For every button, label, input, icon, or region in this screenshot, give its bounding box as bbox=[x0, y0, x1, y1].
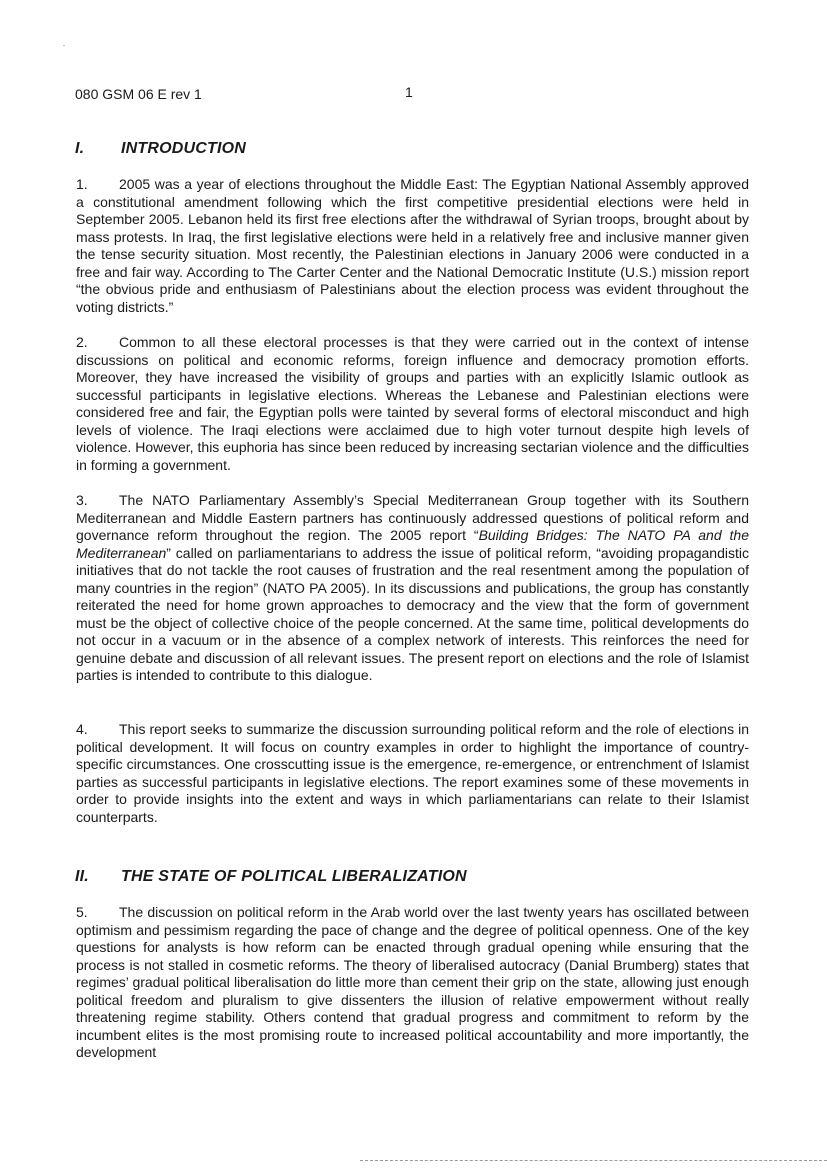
footnote-separator-line bbox=[360, 1160, 827, 1161]
paragraph-number: 3. bbox=[76, 492, 88, 508]
paragraph-text: This report seeks to summarize the discussion surrounding political reform and the role of elections in political development. It will focus on country examples in order to highlight the importance of country-specific circumstances. One crosscutting issue is the emergence, re-emergence, or entrenchment of Islamist parties as successful participants in legislative elections. The report examines some of these movements in order to provide insights into the extent and ways in which parliamentarians can relate to their Islamist counterparts. bbox=[76, 721, 749, 825]
scan-speck bbox=[63, 45, 65, 46]
section-title: THE STATE OF POLITICAL LIBERALIZATION bbox=[121, 868, 467, 885]
section-number: I. bbox=[75, 140, 85, 157]
paragraph-text: The NATO Parliamentary Assembly’s Special Mediterranean Group together with its Southern Mediterranean and Middle Eastern partners has continuously addressed questions of political reform and governance reform throughout the region. The 2005 report “ bbox=[76, 492, 749, 543]
paragraph-1 bbox=[76, 176, 749, 316]
paragraph-4 bbox=[76, 721, 749, 826]
report-title: Building Bridges: The NATO PA and the Mediterranean bbox=[76, 527, 749, 561]
section-title: INTRODUCTION bbox=[121, 140, 247, 157]
paragraph-5 bbox=[76, 904, 749, 1062]
paragraph-text-continued: ” called on parliamentarians to address the issue of political reform, “avoiding propagandistic initiatives that do not tackle the root causes of frustration and the real resentment among the population of many countries in the region” (NATO PA 2005). In its discussions and publications, the group has constantly reiterated the need for home grown approaches to democracy and the view that the form of government must be the object of collective choice of the people concerned. At the same time, political developments do not occur in a vacuum or in the absence of a complex network of interests. This reinforces the need for genuine debate and discussion of all relevant issues. The present report on elections and the role of Islamist parties is intended to contribute to this dialogue. bbox=[76, 544, 749, 683]
paragraph-number: 1. bbox=[76, 176, 88, 192]
section-number: II. bbox=[75, 868, 89, 885]
document-reference: 080 GSM 06 E rev 1 bbox=[75, 86, 202, 102]
paragraph-text: 2005 was a year of elections throughout the Middle East: The Egyptian National Assembly approved a constitutional amendment following which the first competitive presidential elections were held in September 2005. Lebanon held its first free elections after the withdrawal of Syrian troops, brought about by mass protests. In Iraq, the first legislative elections were held in a relatively free and inclusive manner given the tense security situation. Most recently, the Palestinian elections in January 2006 were conducted in a free and fair way. According to The Carter Center and the National Democratic Institute (U.S.) mission report “the obvious pride and enthusiasm of Palestinians about the election process was evident throughout the voting districts.” bbox=[76, 176, 749, 315]
section-heading-introduction bbox=[75, 140, 246, 158]
section-heading-political-liberalization bbox=[75, 868, 467, 886]
page-number: 1 bbox=[405, 84, 413, 100]
paragraph-number: 2. bbox=[76, 334, 88, 350]
paragraph-3 bbox=[76, 492, 749, 685]
paragraph-2 bbox=[76, 334, 749, 474]
paragraph-number: 5. bbox=[76, 904, 88, 920]
paragraph-text: The discussion on political reform in the Arab world over the last twenty years has oscillated between optimism and pessimism regarding the pace of change and the degree of political openness. One of the key questions for analysts is how reform can be enacted through gradual opening while ensuring that the process is not stalled in cosmetic reforms. The theory of liberalised autocracy (Danial Brumberg) states that regimes’ gradual political liberalisation do little more than cement their grip on the state, allowing just enough political freedom and pluralism to give dissenters the illusion of relative empowerment without really threatening regime stability. Others contend that gradual progress and commitment to reform by the incumbent elites is the most promising route to increased political accountability and more importantly, the development bbox=[76, 904, 749, 1060]
paragraph-text: Common to all these electoral processes is that they were carried out in the context of intense discussions on political and economic reforms, foreign influence and democracy promotion efforts. Moreover, they have increased the visibility of groups and parties with an explicitly Islamic outlook as successful participants in legislative elections. Whereas the Lebanese and Palestinian elections were considered free and fair, the Egyptian polls were tainted by several forms of electoral misconduct and high levels of violence. The Iraqi elections were acclaimed due to high voter turnout despite high levels of violence. However, this euphoria has since been reduced by increasing sectarian violence and the difficulties in forming a government. bbox=[76, 334, 749, 473]
paragraph-number: 4. bbox=[76, 721, 88, 737]
